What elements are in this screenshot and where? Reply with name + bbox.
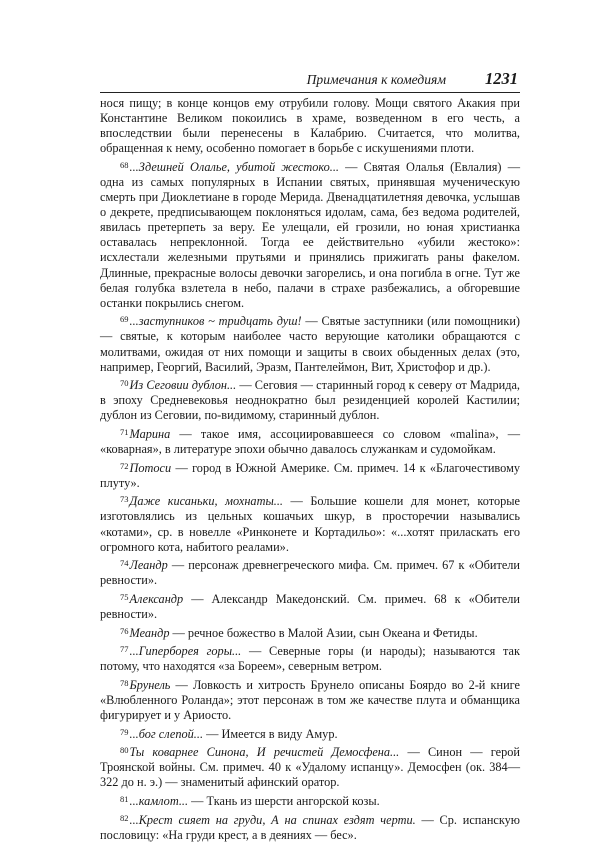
note-79: [100, 725, 520, 742]
note-number: 75: [120, 591, 129, 602]
note-lemma: ...Крест сияет на груди, А на спинах ездят черти.: [129, 812, 416, 827]
note-68: [100, 158, 520, 311]
note-text: — Ср. испанскую пословицу: «На груди крест, а в деяниях — бес».: [100, 812, 520, 842]
note-text: — Святые заступники (или помощники) — святые, к которым наиболее часто верующие католики обращаются с молитвами, ожидая от них помощи и защиты в своих обыденных делах (это, например, Георгий, Василий, Эразм, Пантелеймон, Вит, Христофор и др.).: [100, 314, 520, 374]
note-lemma: Ты коварнее Синона, И речистей Демосфена...: [129, 745, 400, 760]
note-number: 78: [120, 677, 129, 688]
note-lemma: Потоси: [129, 460, 172, 475]
note-number: 69: [120, 314, 129, 325]
note-lemma: Даже кисаньки, мохнаты...: [129, 494, 284, 509]
note-71: [100, 425, 520, 457]
note-number: 68: [120, 159, 129, 170]
note-number: 79: [120, 726, 129, 737]
note-81: [100, 792, 520, 809]
note-number: 81: [120, 794, 129, 805]
notes-body: [100, 96, 520, 844]
note-lemma: Из Сеговии дублон...: [129, 378, 237, 393]
note-lemma: ...заступников ~ тридцать душ!: [129, 314, 302, 329]
note-text: — Ткань из шерсти ангорской козы.: [188, 794, 380, 809]
note-lemma: ...Гиперборея горы...: [129, 644, 242, 659]
note-lemma: ...камлот...: [129, 794, 189, 809]
note-text: — Сеговия — старинный город к северу от Мадрида, в эпоху Средневековья неоднократно был резиденцией королей Кастилии; дублон из Сеговии, по-видимому, старинный дублон.: [100, 378, 521, 423]
running-title: Примечания к комедиям: [306, 72, 446, 87]
note-text: — Ловкость и хитрость Брунело описаны Боярдо во 2-й книге «Влюбленного Роланда»; этот персонаж в том же качестве плута и обманщика фигурирует и у Ариосто.: [100, 677, 520, 723]
note-lemma: Леандр: [129, 558, 168, 573]
note-number: 76: [120, 625, 129, 636]
note-number: 77: [120, 644, 129, 655]
note-text: — Большие кошели для монет, которые изготовлялись из цельных кошачьих шкур, в просторечии назывались «котами», ср. в новелле «Ринконете и Кортадильо»: «...хотят приласкать его огромного кота, набитого реалами».: [100, 494, 521, 554]
running-header: [100, 68, 520, 93]
note-text: — Синон — герой Троянской войны. См. примеч. 40 к «Удалому испанцу». Демосфен (ок. 384—322 до н. э.) — знаменитый афинский оратор.: [100, 745, 521, 790]
note-text: — персонаж древнегреческого мифа. См. примеч. 67 к «Обители ревности».: [100, 558, 520, 588]
note-78: [100, 676, 520, 723]
note-text: — такое имя, ассоциировавшееся со словом «malina», — «коварная», в литературе эпохи обычно давалось служанкам и судомойкам.: [100, 426, 520, 457]
note-lemma: ...бог слепой...: [129, 726, 204, 741]
note-text: — Северные горы (и народы); называются так потому, что находятся «за Бореем», северным ветром.: [100, 644, 520, 674]
note-number: 71: [120, 426, 129, 437]
note-number: 72: [120, 460, 129, 471]
note-continuation: [100, 96, 520, 156]
note-72: [100, 459, 520, 491]
note-number: 74: [120, 558, 129, 569]
note-number: 80: [120, 745, 129, 756]
note-75: [100, 590, 520, 622]
note-76: [100, 624, 520, 641]
note-lemma: Александр: [129, 591, 184, 606]
note-number: 73: [120, 494, 129, 505]
note-82: [100, 811, 520, 843]
note-number: 70: [120, 378, 129, 389]
note-number: 82: [120, 812, 129, 823]
note-70: [100, 376, 520, 423]
note-74: [100, 556, 520, 588]
note-text: нося пищу; в конце концов ему отрубили голову. Мощи святого Акакия при Константине Великом покоились в храме, возведенном в его честь, а впоследствии были перенесены в Калабрию. Считается, что молитва, обращенная к нему, особенно помогает в борьбе с искушениями плоти.: [100, 96, 520, 156]
note-lemma: ...Здешней Олалье, убитой жестоко...: [129, 159, 340, 174]
note-text: — Святая Олалья (Евлалия) — одна из самых популярных в Испании святых, принявшая мученическую смерть при Диоклетиане в городе Мерида. Двенадцатилетняя девочка, услышав о декрете, предписывающем поклоняться идолам, сама, без ведома родителей, явилась претерпеть за веру. Ее улещали, ей грозили, но юная христианка оставалась непреклонной. Тогда ее действительно «убили жестоко»: исхлестали железными прутьями и принялись прижигать раны факелом. Длинные, прекрасные волосы девочки загорелись, и она погибла в огне. Тут же белая голубка взлетела в небо, палачи в страхе разбежались, а обгоревшие останки покрылись снегом.: [100, 159, 520, 310]
note-text: — Александр Македонский. См. примеч. 68 к «Обители ревности».: [100, 591, 520, 621]
page-number: 1231: [485, 69, 518, 88]
note-text: — город в Южной Америке. См. примеч. 14 к «Благочестивому плуту».: [100, 460, 520, 490]
note-lemma: Брунель: [129, 677, 171, 692]
note-69: [100, 312, 520, 374]
note-lemma: Меандр: [129, 625, 170, 640]
note-lemma: Марина: [129, 426, 171, 441]
note-text: — Имеется в виду Амур.: [203, 726, 338, 741]
note-77: [100, 642, 520, 674]
note-80: [100, 743, 520, 790]
note-73: [100, 492, 520, 554]
note-text: — речное божество в Малой Азии, сын Океана и Фетиды.: [169, 625, 478, 640]
